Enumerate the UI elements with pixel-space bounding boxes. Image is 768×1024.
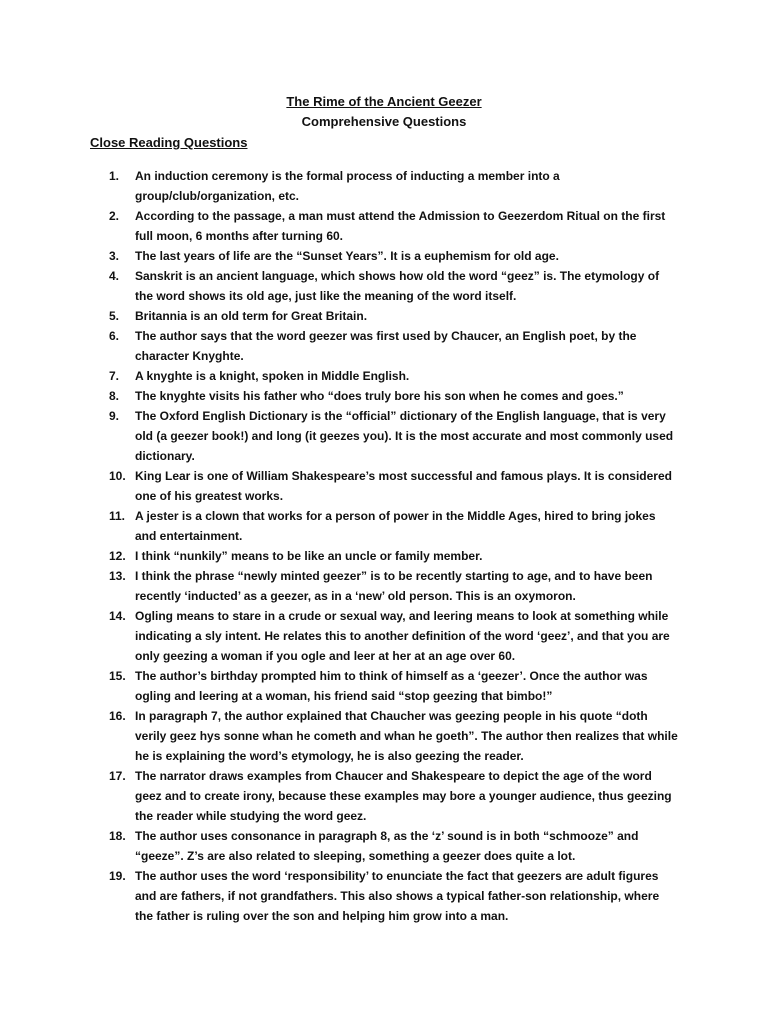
item-number: 7. <box>109 369 120 383</box>
list-item <box>90 826 680 866</box>
item-number-cell <box>90 666 135 706</box>
item-text: King Lear is one of William Shakespeare’s most successful and famous plays. It is considered one of his greatest works. <box>135 469 672 503</box>
item-number-cell <box>90 566 135 606</box>
item-number: 6. <box>109 329 120 343</box>
item-text: In paragraph 7, the author explained that Chaucher was geezing people in his quote “doth verily geez hys sonne whan he cometh and whan he goeth”. The author then realizes that while he is explaining the word’s etymology, he is also geezing the reader. <box>135 709 678 763</box>
section-heading: Close Reading Questions <box>90 135 248 150</box>
item-number: 2. <box>109 209 120 223</box>
list-item <box>90 246 680 266</box>
item-text: The knyghte visits his father who “does truly bore his son when he comes and goes.” <box>135 389 624 403</box>
list-item <box>90 366 680 386</box>
item-text: The author says that the word geezer was first used by Chaucer, an English poet, by the character Knyghte. <box>135 329 637 363</box>
item-number-cell <box>90 546 135 566</box>
list-item <box>90 306 680 326</box>
item-number: 15. <box>109 669 126 683</box>
item-number: 1. <box>109 169 120 183</box>
item-text: The author uses the word ‘responsibility’ to enunciate the fact that geezers are adult figures and are fathers, if not grandfathers. This also shows a typical father-son relationship, where the father is ruling over the son and helping him grow into a man. <box>135 869 660 923</box>
item-number-cell <box>90 266 135 306</box>
list-item <box>90 506 680 546</box>
item-text: The author uses consonance in paragraph 8, as the ‘z’ sound is in both “schmooze” and “geeze”. Z’s are also related to sleeping, something a geezer does quite a lot. <box>135 829 639 863</box>
item-number: 11. <box>109 509 126 523</box>
document-subtitle: Comprehensive Questions <box>301 114 467 129</box>
list-item <box>90 326 680 366</box>
list-item <box>90 606 680 666</box>
item-number-cell <box>90 506 135 546</box>
list-item <box>90 206 680 246</box>
list-item <box>90 706 680 766</box>
item-number: 19. <box>109 869 126 883</box>
item-number: 9. <box>109 409 120 423</box>
item-number: 17. <box>109 769 126 783</box>
list-item <box>90 566 680 606</box>
item-text: Sanskrit is an ancient language, which shows how old the word “geez” is. The etymology of the word shows its old age, just like the meaning of the word itself. <box>135 269 660 303</box>
item-number-cell <box>90 166 135 206</box>
item-number: 13. <box>109 569 126 583</box>
item-text: A knyghte is a knight, spoken in Middle English. <box>135 369 410 383</box>
item-number-cell <box>90 766 135 826</box>
item-number: 3. <box>109 249 120 263</box>
item-number: 14. <box>109 609 126 623</box>
item-number-cell <box>90 406 135 466</box>
item-number-cell <box>90 866 135 926</box>
item-text: The author’s birthday prompted him to think of himself as a ‘geezer’. Once the author was ogling and leering at a woman, his friend said “stop geezing that bimbo!” <box>135 669 648 703</box>
item-text: An induction ceremony is the formal process of inducting a member into a group/club/organization, etc. <box>135 169 560 203</box>
item-number: 4. <box>109 269 120 283</box>
list-item <box>90 766 680 826</box>
item-text: Ogling means to stare in a crude or sexual way, and leering means to look at something while indicating a sly intent. He relates this to another definition of the word ‘geez’, and that you are only geezing a woman if you ogle and leer at her at an age over 60. <box>135 609 670 663</box>
question-list <box>90 166 680 926</box>
item-text: Britannia is an old term for Great Britain. <box>135 309 368 323</box>
list-item <box>90 266 680 306</box>
item-number-cell <box>90 246 135 266</box>
item-number-cell <box>90 706 135 766</box>
item-number-cell <box>90 466 135 506</box>
list-item <box>90 406 680 466</box>
list-item <box>90 666 680 706</box>
item-text: A jester is a clown that works for a person of power in the Middle Ages, hired to bring jokes and entertainment. <box>135 509 656 543</box>
list-item <box>90 386 680 406</box>
item-text: The Oxford English Dictionary is the “official” dictionary of the English language, that is very old (a geezer book!) and long (it geezes you). It is the most accurate and most commonly used dictionary. <box>135 409 674 463</box>
item-number: 18. <box>109 829 126 843</box>
item-number-cell <box>90 326 135 366</box>
item-text: I think the phrase “newly minted geezer” is to be recently starting to age, and to have been recently ‘inducted’ as a geezer, as in a ‘new’ old person. This is an oxymoron. <box>135 569 653 603</box>
item-number-cell <box>90 206 135 246</box>
item-number-cell <box>90 366 135 386</box>
list-item <box>90 166 680 206</box>
item-number-cell <box>90 606 135 666</box>
item-number: 10. <box>109 469 126 483</box>
item-number-cell <box>90 386 135 406</box>
item-text: The last years of life are the “Sunset Years”. It is a euphemism for old age. <box>135 249 559 263</box>
list-item <box>90 546 680 566</box>
item-text: I think “nunkily” means to be like an uncle or family member. <box>135 549 483 563</box>
item-number: 5. <box>109 309 120 323</box>
list-item <box>90 466 680 506</box>
document-title: The Rime of the Ancient Geezer <box>286 94 482 109</box>
item-text: The narrator draws examples from Chaucer and Shakespeare to depict the age of the word geez and to create irony, because these examples may bore a younger audience, thus geezing the reader while studying the word geez. <box>135 769 672 823</box>
item-number: 16. <box>109 709 126 723</box>
list-item <box>90 866 680 926</box>
item-number-cell <box>90 306 135 326</box>
item-number: 8. <box>109 389 120 403</box>
item-number-cell <box>90 826 135 866</box>
item-text: According to the passage, a man must attend the Admission to Geezerdom Ritual on the first full moon, 6 months after turning 60. <box>135 209 666 243</box>
item-number: 12. <box>109 549 126 563</box>
